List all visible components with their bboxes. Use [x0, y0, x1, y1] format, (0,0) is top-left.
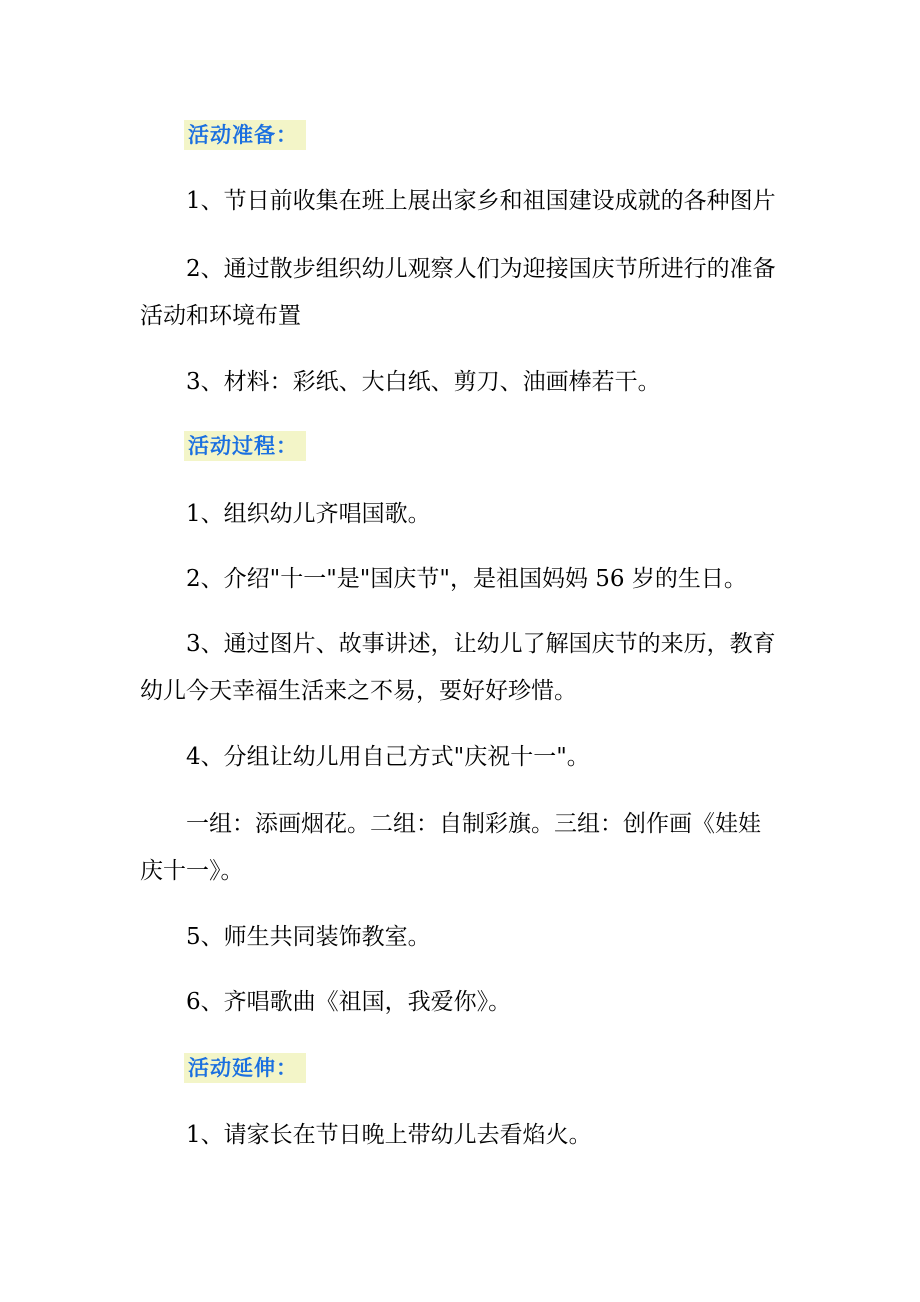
- process-item-4: [140, 734, 780, 781]
- process-groups-line-1: 一组：添画烟花。二组：自制彩旗。三组：创作画《娃娃: [186, 811, 761, 837]
- extension-item-1-text: 1、请家长在节日晚上带幼儿去看焰火。: [186, 1122, 592, 1148]
- prep-item-2-line-1: 2、通过散步组织幼儿观察人们为迎接国庆节所进行的准备: [186, 256, 776, 282]
- prep-item-1: [140, 178, 780, 225]
- prep-item-2: [140, 246, 780, 293]
- prep-item-3-text: 3、材料：彩纸、大白纸、剪刀、油画棒若干。: [186, 369, 661, 395]
- process-item-5: [140, 914, 780, 961]
- prep-item-2-line-2: 活动和环境布置: [140, 303, 301, 329]
- process-item-3-line-1: 3、通过图片、故事讲述，让幼儿了解国庆节的来历，教育: [186, 631, 776, 657]
- heading-activity-preparation: 活动准备：: [184, 120, 306, 150]
- prep-item-2-continued: [140, 293, 780, 340]
- process-item-6-text: 6、齐唱歌曲《祖国，我爱你》。: [186, 989, 512, 1015]
- process-item-2-text: 2、介绍"十一"是"国庆节"，是祖国妈妈 56 岁的生日。: [186, 566, 747, 592]
- heading-activity-process: 活动过程：: [184, 431, 306, 461]
- prep-item-1-text: 1、节日前收集在班上展出家乡和祖国建设成就的各种图片: [186, 188, 776, 214]
- process-item-5-text: 5、师生共同装饰教室。: [186, 924, 431, 950]
- process-item-1-text: 1、组织幼儿齐唱国歌。: [186, 501, 431, 527]
- process-groups-line-2: 庆十一》。: [140, 858, 244, 884]
- process-item-2: [140, 556, 780, 603]
- process-item-1: [140, 491, 780, 538]
- prep-item-3: [140, 359, 780, 406]
- heading-activity-extension: 活动延伸：: [184, 1053, 306, 1083]
- process-groups-continued: [140, 848, 780, 895]
- process-item-4-text: 4、分组让幼儿用自己方式"庆祝十一"。: [186, 744, 590, 770]
- process-item-3-continued: [140, 668, 780, 715]
- process-groups: [140, 801, 780, 848]
- process-item-3: [140, 621, 780, 668]
- process-item-6: [140, 979, 780, 1026]
- process-item-3-line-2: 幼儿今天幸福生活来之不易，要好好珍惜。: [140, 678, 577, 704]
- extension-item-1: [140, 1112, 780, 1159]
